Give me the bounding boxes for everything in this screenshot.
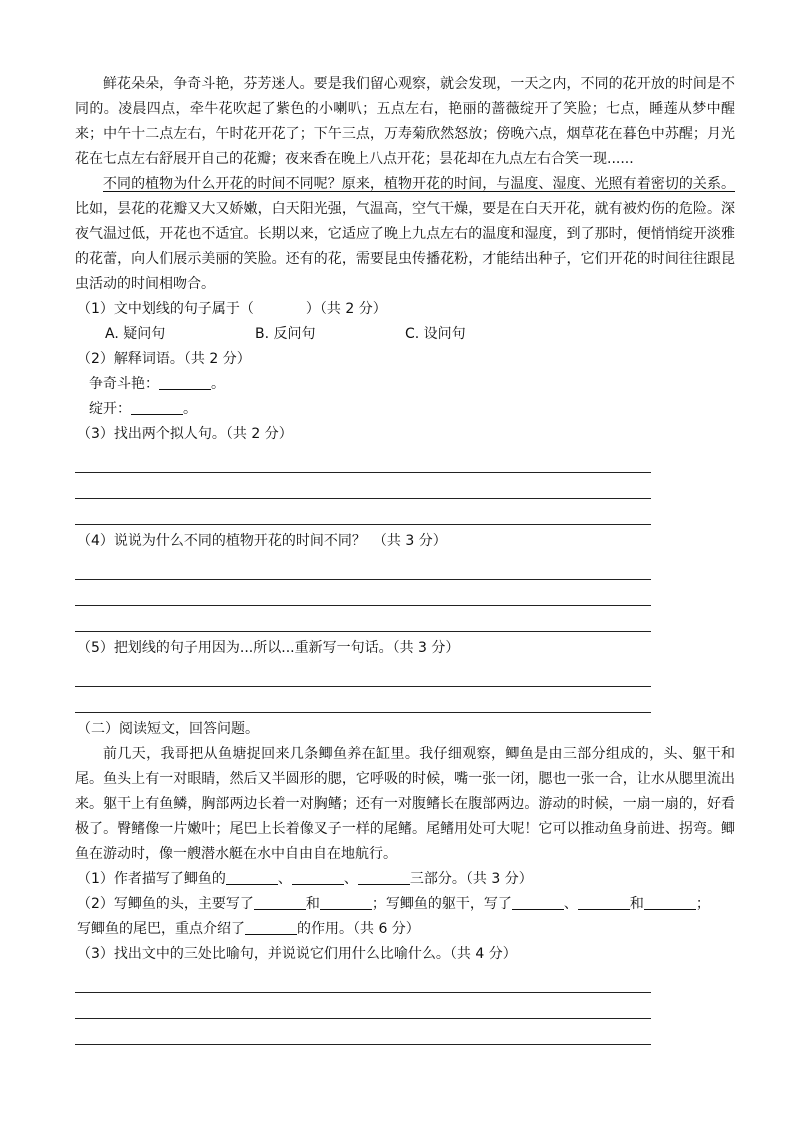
answer-line[interactable] — [75, 661, 651, 687]
section-2-question-1: （1）作者描写了鲫鱼的 、 、 三部分。（共 3 分） — [77, 871, 533, 887]
answer-line[interactable] — [75, 554, 651, 580]
answer-blank[interactable] — [159, 375, 211, 390]
question-4: （4）说说为什么不同的植物开花的时间不同？ （共 3 分） — [77, 533, 447, 549]
question-2-item-1: 争奇斗艳： 。 — [89, 376, 225, 392]
worksheet-page — [75, 72, 735, 1049]
section-2-passage: 前几天，我哥把从鱼塘捉回来几条鲫鱼养在缸里。我仔细观察，鲫鱼是由三部分组成的，头、躯干和尾。鱼头上有一对眼睛，然后又半圆形的腮，它呼吸的时候，嘴一张一闭，腮也一张一合，让水从腮里流出来。躯干上有鱼鳞，胸部两边长着一对胸鳍；还有一对腹鳍长在腹部两边。游动的时候，一扇一扇的，好看极了。臀鳍像一片嫩叶；尾巴上长着像叉子一样的尾鳍。尾鳍用处可大呢！它可以推动鱼身前进、拐弯。鲫鱼在游动时，像一艘潜水艇在水中自由自在地航行。 — [75, 746, 735, 862]
answer-blank[interactable] — [131, 400, 183, 415]
answer-line[interactable] — [75, 580, 651, 606]
question-2-item-2: 绽开： 。 — [89, 401, 197, 417]
passage-paragraph-2-rest: 比如，昙花的花瓣又大又娇嫩，白天阳光强，气温高，空气干燥，要是在白天开花，就有被灼伤的危险。深夜气温过低，开花也不适宜。长期以来，它适应了晚上九点左右的温度和湿度，到了那时，便悄悄绽开淡雅的花蕾，向人们展示美丽的笑脸。还有的花，需要昆虫传播花粉，才能结出种子，它们开花的时间往往跟昆虫活动的时间相吻合。 — [75, 201, 735, 292]
answer-lines-4 — [75, 554, 651, 632]
section-2-heading: （二）阅读短文，回答问题。 — [77, 721, 259, 737]
question-3: （3）找出两个拟人句。（共 2 分） — [77, 426, 293, 442]
answer-blank[interactable] — [512, 895, 564, 910]
answer-line[interactable] — [75, 993, 651, 1019]
option-c[interactable]: C. 设问句 — [405, 326, 466, 342]
passage-paragraph-2 — [75, 172, 735, 297]
question-5: （5）把划线的句子用因为...所以...重新写一句话。（共 3 分） — [77, 640, 460, 656]
answer-blank[interactable] — [320, 895, 372, 910]
answer-blank[interactable] — [578, 895, 630, 910]
answer-line[interactable] — [75, 967, 651, 993]
answer-line[interactable] — [75, 447, 651, 473]
answer-lines-5 — [75, 661, 651, 713]
answer-blank[interactable] — [292, 870, 344, 885]
underlined-sentence: 不同的植物为什么开花的时间不同呢？原来，植物开花的时间，与温度、湿度、光照有着密切的关系。 — [103, 176, 735, 192]
answer-blank[interactable] — [358, 870, 410, 885]
answer-blank[interactable] — [254, 895, 306, 910]
section-2-question-3: （3）找出文中的三处比喻句，并说说它们用什么比喻什么。（共 4 分） — [77, 946, 517, 962]
answer-line[interactable] — [75, 473, 651, 499]
answer-line[interactable] — [75, 1019, 651, 1045]
answer-blank[interactable] — [226, 870, 278, 885]
answer-line[interactable] — [75, 499, 651, 525]
section-2-question-2: （2）写鲫鱼的头，主要写了 和 ；写鲫鱼的躯干，写了 、 和 ； 写鲫鱼的尾巴，重点介绍了 的作用。（共 6 分） — [77, 896, 710, 937]
answer-blank[interactable] — [644, 895, 696, 910]
passage-paragraph-1: 鲜花朵朵，争奇斗艳，芬芳迷人。要是我们留心观察，就会发现，一天之内，不同的花开放的时间是不同的。凌晨四点，牵牛花吹起了紫色的小喇叭；五点左右，艳丽的蔷薇绽开了笑脸；七点，睡莲从梦中醒来；中午十二点左右，午时花开花了；下午三点，万寿菊欣然怒放；傍晚六点，烟草花在暮色中苏醒；月光花在七点左右舒展开自己的花瓣；夜来香在晚上八点开花；昙花却在九点左右合笑一现...... — [75, 76, 735, 167]
question-1-options — [75, 322, 735, 347]
answer-line[interactable] — [75, 687, 651, 713]
answer-lines-3 — [75, 447, 651, 525]
answer-line[interactable] — [75, 606, 651, 632]
option-b[interactable]: B. 反问句 — [255, 326, 316, 342]
answer-lines-s2-3 — [75, 967, 651, 1045]
question-2: （2）解释词语。（共 2 分） — [77, 351, 251, 367]
question-1: （1）文中划线的句子属于（ ）（共 2 分） — [77, 301, 387, 317]
answer-blank[interactable] — [245, 920, 297, 935]
option-a[interactable]: A. 疑问句 — [105, 326, 166, 342]
